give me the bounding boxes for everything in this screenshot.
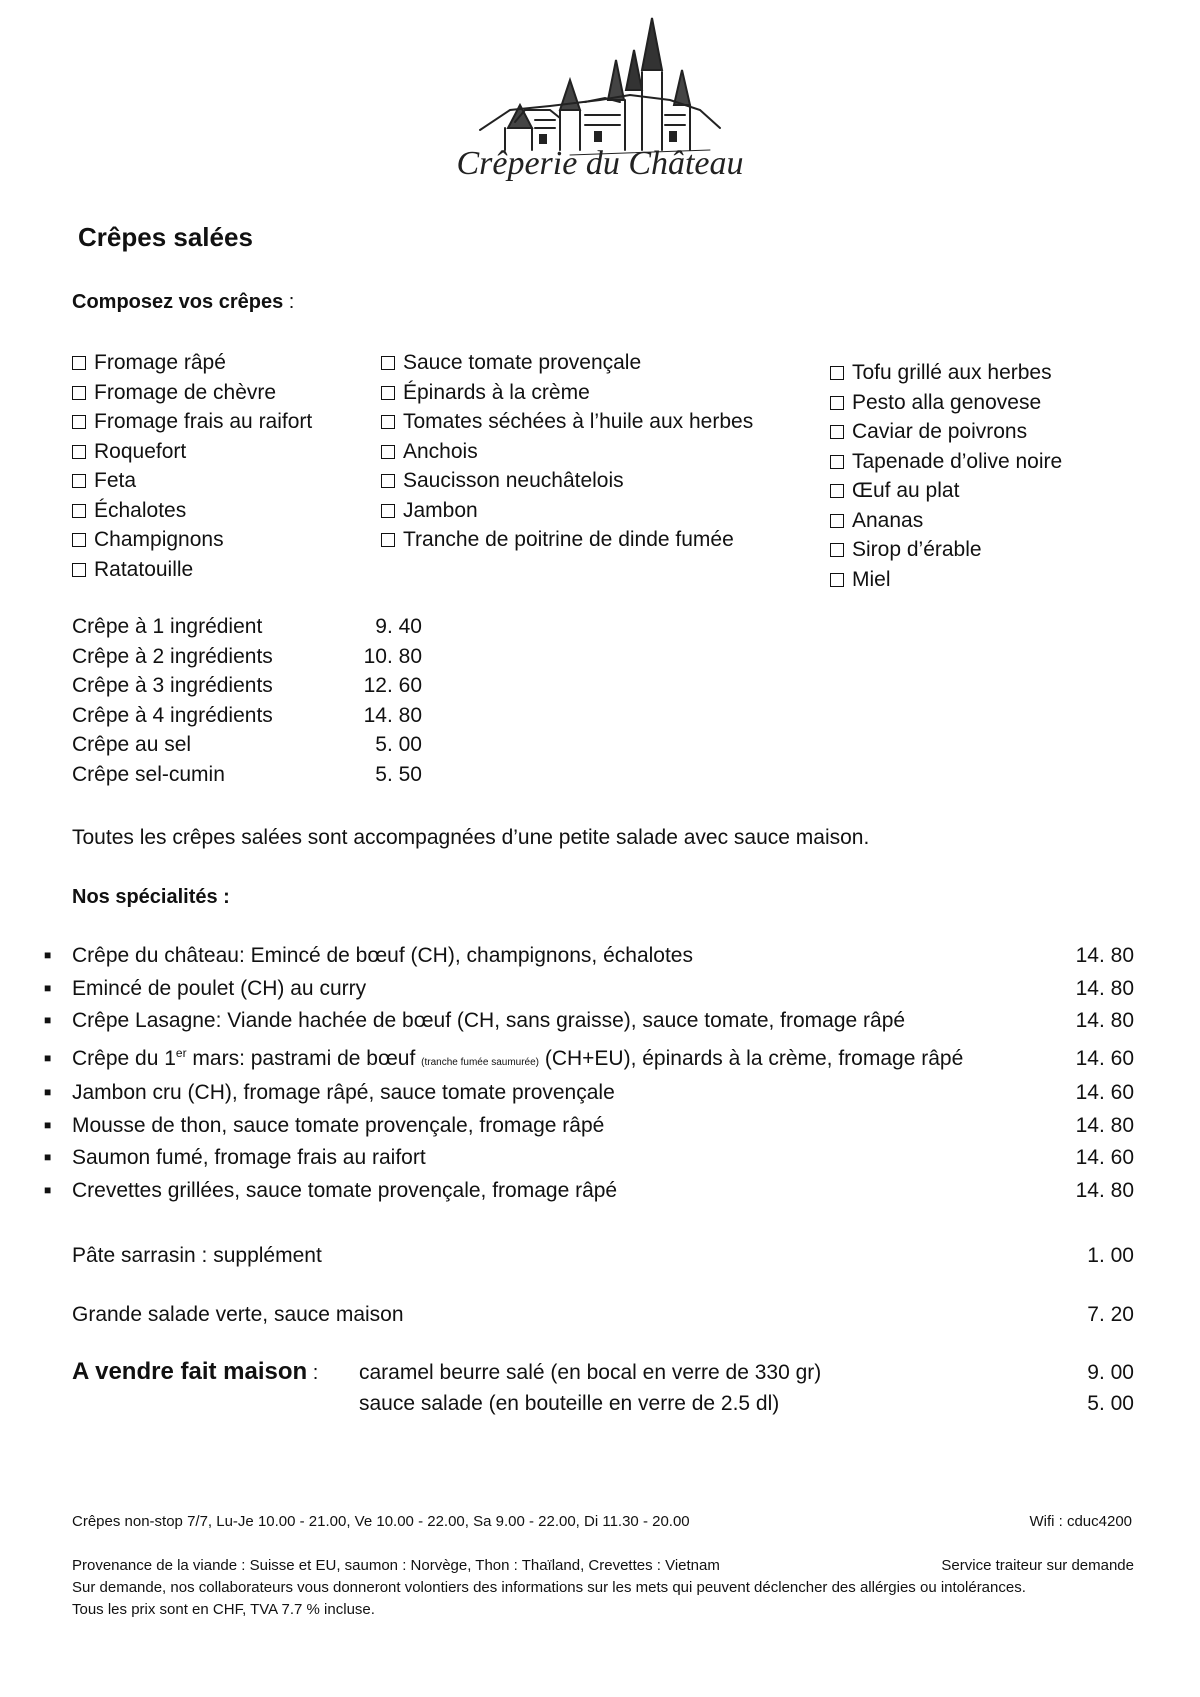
extra-label-buckwheat: Pâte sarrasin : supplément bbox=[72, 1244, 322, 1267]
for-sale-item-caramel: caramel beurre salé (en bocal en verre de 330 gr) bbox=[359, 1361, 822, 1384]
price-row bbox=[72, 760, 422, 790]
specialty-item bbox=[44, 974, 1134, 1007]
ingredient-label: Champignons bbox=[94, 528, 224, 551]
ingredient-option[interactable] bbox=[381, 496, 753, 526]
extra-price-buckwheat: 1. 00 bbox=[1087, 1244, 1134, 1267]
logo bbox=[420, 10, 780, 210]
checkbox[interactable] bbox=[830, 573, 844, 587]
price-row bbox=[72, 612, 422, 642]
checkbox[interactable] bbox=[830, 543, 844, 557]
ingredient-label: Fromage râpé bbox=[94, 351, 226, 374]
bullet-icon: ■ bbox=[44, 1084, 52, 1099]
specialty-description: Jambon cru (CH), fromage râpé, sauce tomate provençale bbox=[72, 1080, 615, 1104]
ingredient-option[interactable] bbox=[72, 348, 312, 378]
ingredient-option[interactable] bbox=[830, 565, 1062, 595]
specialty-price: 14. 60 bbox=[1075, 1146, 1134, 1170]
checkbox[interactable] bbox=[381, 533, 395, 547]
specialty-description: Crevettes grillées, sauce tomate provençale, fromage râpé bbox=[72, 1178, 618, 1202]
ingredient-label: Tranche de poitrine de dinde fumée bbox=[403, 528, 734, 551]
specialty-description: Crêpe Lasagne: Viande hachée de bœuf (CH, sans graisse), sauce tomate, fromage râpé bbox=[72, 1009, 906, 1033]
specialty-description-part: Crêpe du 1 bbox=[72, 1047, 176, 1071]
specialty-item bbox=[44, 1176, 1134, 1209]
ingredient-label: Tofu grillé aux herbes bbox=[852, 361, 1052, 384]
checkbox[interactable] bbox=[72, 474, 86, 488]
allergy-note: Sur demande, nos collaborateurs vous donneront volontiers des informations sur les mets qui peuvent déclencher des allérgies ou intolérances. bbox=[72, 1579, 1026, 1596]
ingredient-option[interactable] bbox=[381, 407, 753, 437]
ingredient-option[interactable] bbox=[830, 506, 1062, 536]
extra-price-salad: 7. 20 bbox=[1087, 1303, 1134, 1326]
price-value: 14. 80 bbox=[363, 703, 422, 727]
ingredient-label: Ratatouille bbox=[94, 557, 194, 581]
checkbox[interactable] bbox=[830, 396, 844, 410]
ingredient-option[interactable] bbox=[72, 496, 312, 526]
price-value: 9. 40 bbox=[375, 615, 422, 638]
bullet-icon: ■ bbox=[44, 1117, 52, 1132]
checkbox[interactable] bbox=[830, 514, 844, 528]
ingredients-col-1 bbox=[72, 348, 312, 584]
checkbox[interactable] bbox=[381, 386, 395, 400]
specialty-price: 14. 60 bbox=[1075, 1080, 1134, 1104]
ingredient-label: Ananas bbox=[852, 508, 924, 532]
price-row bbox=[72, 642, 422, 672]
opening-hours: Crêpes non-stop 7/7, Lu-Je 10.00 - 21.00, Ve 10.00 - 22.00, Sa 9.00 - 22.00, Di 11.30 - 20.00 bbox=[72, 1513, 690, 1530]
ingredient-option[interactable] bbox=[830, 388, 1062, 418]
ingredient-option[interactable] bbox=[72, 466, 312, 496]
specialty-price: 14. 80 bbox=[1075, 944, 1134, 967]
ingredient-option[interactable] bbox=[830, 535, 1062, 565]
ingredient-option[interactable] bbox=[830, 447, 1062, 477]
bullet-icon: ■ bbox=[44, 1013, 52, 1028]
ingredient-label: Tapenade d’olive noire bbox=[852, 449, 1063, 473]
price-value: 12. 60 bbox=[363, 674, 422, 697]
checkbox[interactable] bbox=[72, 563, 86, 577]
specialty-price: 14. 80 bbox=[1075, 1113, 1134, 1137]
page-title: Crêpes salées bbox=[78, 222, 253, 252]
meat-origin: Provenance de la viande : Suisse et EU, saumon : Norvège, Thon : Thaïland, Crevettes : Vietnam bbox=[72, 1557, 720, 1574]
specialty-price: 14. 60 bbox=[1075, 1047, 1134, 1071]
specialty-price: 14. 80 bbox=[1075, 1009, 1134, 1033]
price-label: Crêpe à 2 ingrédients bbox=[72, 644, 273, 668]
checkbox[interactable] bbox=[381, 504, 395, 518]
price-table bbox=[72, 612, 422, 789]
wifi-info: Wifi : cduc4200 bbox=[1029, 1513, 1132, 1530]
ingredient-option[interactable] bbox=[72, 378, 312, 408]
specialty-price: 14. 80 bbox=[1075, 976, 1134, 1000]
price-row bbox=[72, 671, 422, 701]
ingredient-option[interactable] bbox=[830, 417, 1062, 447]
specialty-description-part: (tranche fumée saumurée) bbox=[421, 1057, 539, 1069]
specialty-description: Mousse de thon, sauce tomate provençale, fromage râpé bbox=[72, 1113, 605, 1137]
ingredient-option[interactable] bbox=[72, 407, 312, 437]
checkbox[interactable] bbox=[72, 504, 86, 518]
checkbox[interactable] bbox=[830, 425, 844, 439]
price-row bbox=[72, 730, 422, 760]
catering-note: Service traiteur sur demande bbox=[941, 1557, 1134, 1574]
ingredients-col-3 bbox=[830, 358, 1062, 594]
price-label: Crêpe à 4 ingrédients bbox=[72, 703, 273, 727]
ingredient-label: Anchois bbox=[403, 439, 478, 463]
specialty-description-part: er bbox=[175, 1046, 187, 1061]
checkbox[interactable] bbox=[830, 455, 844, 469]
specialty-description: Emincé de poulet (CH) au curry bbox=[72, 976, 367, 1000]
bullet-icon: ■ bbox=[44, 980, 52, 995]
salad-note: Toutes les crêpes salées sont accompagnées d’une petite salade avec sauce maison. bbox=[72, 826, 870, 849]
ingredient-label: Sirop d’érable bbox=[852, 538, 982, 561]
specialty-price: 14. 80 bbox=[1075, 1178, 1134, 1202]
ingredient-label: Fromage de chèvre bbox=[94, 380, 277, 404]
for-sale-item-sauce: sauce salade (en bouteille en verre de 2.5 dl) bbox=[359, 1392, 780, 1415]
ingredient-label: Miel bbox=[852, 567, 891, 591]
specialty-item bbox=[44, 1143, 1134, 1176]
ingredient-label: Tomates séchées à l’huile aux herbes bbox=[403, 410, 754, 433]
ingredient-option[interactable] bbox=[381, 378, 753, 408]
extra-label-salad: Grande salade verte, sauce maison bbox=[72, 1303, 404, 1326]
bullet-icon: ■ bbox=[44, 948, 52, 962]
ingredient-option[interactable] bbox=[381, 437, 753, 467]
ingredient-option[interactable] bbox=[72, 525, 312, 555]
specialty-description bbox=[72, 1039, 1054, 1078]
ingredient-label: Roquefort bbox=[94, 439, 187, 463]
price-value: 10. 80 bbox=[363, 644, 422, 668]
specialty-description: Saumon fumé, fromage frais au raifort bbox=[72, 1146, 426, 1170]
checkbox[interactable] bbox=[830, 366, 844, 380]
ingredient-option[interactable] bbox=[381, 525, 753, 555]
ingredient-option[interactable] bbox=[72, 555, 312, 585]
ingredient-label: Fromage frais au raifort bbox=[94, 410, 313, 433]
logo-text: Crêperie du Château bbox=[456, 145, 744, 182]
price-value: 5. 50 bbox=[375, 762, 422, 786]
ingredient-label: Jambon bbox=[403, 498, 478, 522]
specialty-item bbox=[44, 941, 1134, 974]
ingredient-label: Pesto alla genovese bbox=[852, 390, 1042, 414]
ingredient-label: Sauce tomate provençale bbox=[403, 351, 642, 374]
for-sale-heading: A vendre fait maison : bbox=[72, 1358, 319, 1385]
price-value: 5. 00 bbox=[375, 733, 422, 756]
compose-heading: Composez vos crêpes : bbox=[72, 291, 295, 313]
ingredient-label: Œuf au plat bbox=[852, 479, 960, 502]
checkbox[interactable] bbox=[72, 415, 86, 429]
specialty-item bbox=[44, 1039, 1134, 1078]
price-row bbox=[72, 701, 422, 731]
price-label: Crêpe à 3 ingrédients bbox=[72, 674, 273, 697]
ingredient-label: Caviar de poivrons bbox=[852, 420, 1028, 443]
price-label: Crêpe au sel bbox=[72, 733, 192, 756]
ingredients-col-2 bbox=[381, 348, 753, 555]
specialty-item bbox=[44, 1111, 1134, 1144]
bullet-icon: ■ bbox=[44, 1150, 52, 1165]
specialty-description-part: mars: pastrami de bœuf bbox=[186, 1047, 422, 1071]
specialty-item bbox=[44, 1078, 1134, 1111]
specialties-list bbox=[44, 941, 1134, 1209]
checkbox[interactable] bbox=[72, 386, 86, 400]
bullet-icon: ■ bbox=[44, 1182, 52, 1197]
ingredient-label: Épinards à la crème bbox=[403, 380, 590, 404]
checkbox[interactable] bbox=[381, 356, 395, 370]
ingredient-option[interactable] bbox=[381, 348, 753, 378]
ingredient-label: Échalotes bbox=[94, 498, 187, 522]
ingredient-option[interactable] bbox=[381, 466, 753, 496]
ingredient-option[interactable] bbox=[830, 358, 1062, 388]
for-sale-price-sauce: 5. 00 bbox=[1087, 1392, 1134, 1415]
checkbox[interactable] bbox=[381, 474, 395, 488]
bullet-icon: ■ bbox=[44, 1051, 52, 1066]
checkbox[interactable] bbox=[830, 484, 844, 498]
price-label: Crêpe à 1 ingrédient bbox=[72, 615, 263, 638]
castle-sketch-icon bbox=[420, 10, 780, 160]
checkbox[interactable] bbox=[381, 445, 395, 459]
for-sale-price-caramel: 9. 00 bbox=[1087, 1361, 1134, 1384]
specialty-description-part: (CH+EU), épinards à la crème, fromage râpé bbox=[539, 1047, 964, 1071]
checkbox[interactable] bbox=[72, 445, 86, 459]
checkbox[interactable] bbox=[72, 356, 86, 370]
ingredient-label: Feta bbox=[94, 469, 137, 492]
specialty-item bbox=[44, 1006, 1134, 1039]
checkbox[interactable] bbox=[381, 415, 395, 429]
ingredient-option[interactable] bbox=[72, 437, 312, 467]
specialties-heading: Nos spécialités : bbox=[72, 886, 230, 908]
ingredient-label: Saucisson neuchâtelois bbox=[403, 469, 624, 492]
price-label: Crêpe sel-cumin bbox=[72, 762, 225, 786]
ingredient-option[interactable] bbox=[830, 476, 1062, 506]
checkbox[interactable] bbox=[72, 533, 86, 547]
specialty-description: Crêpe du château: Emincé de bœuf (CH), champignons, échalotes bbox=[72, 944, 693, 967]
vat-note: Tous les prix sont en CHF, TVA 7.7 % incluse. bbox=[72, 1601, 375, 1618]
